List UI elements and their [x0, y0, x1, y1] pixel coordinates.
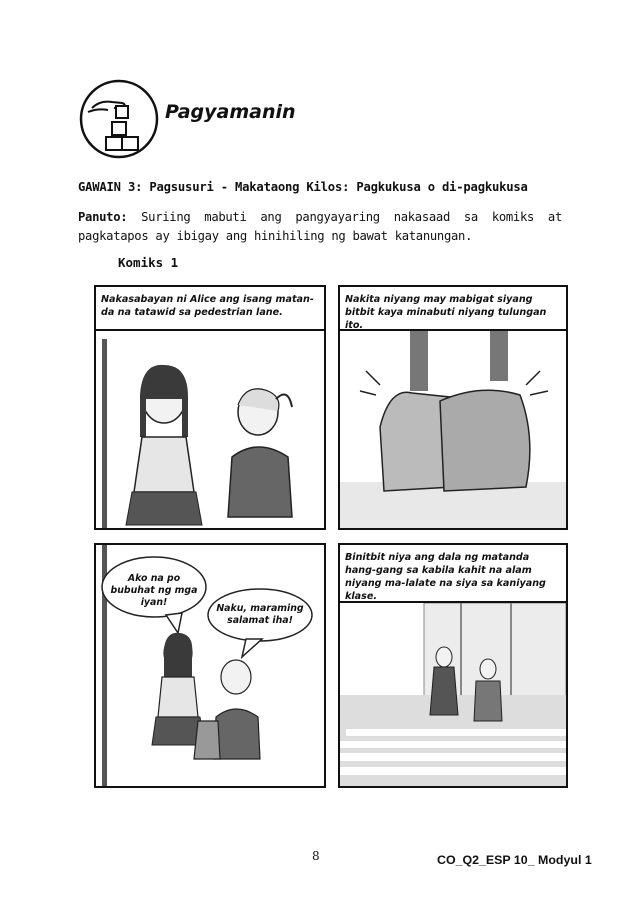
module-code: CO_Q2_ESP 10_ Modyul 1 [437, 853, 592, 867]
panel-4-caption: Binitbit niya ang dala ng matanda hang-gang sa kabila kahit na alam niyang ma-lalate na siya sa kaniyang klase. [340, 545, 566, 603]
instructions-text: Suriing mabuti ang pangyayaring nakasaad sa komiks at pagkatapos ay ibigay ang hinihiling ng bawat katanungan. [78, 210, 562, 243]
panel-1-caption: Nakasabayan ni Alice ang isang matan-da na tatawid sa pedestrian lane. [96, 287, 324, 331]
panel-2-caption: Nakita niyang may mabigat siyang bitbit kaya minabuti niyang tulungan ito. [340, 287, 566, 331]
instructions-label: Panuto: [78, 210, 128, 224]
comic-panel-4 [338, 543, 568, 788]
comic-label: Komiks 1 [118, 255, 179, 270]
page-number: 8 [312, 849, 320, 863]
activity-title: GAWAIN 3: Pagsusuri - Makataong Kilos: Pagkukusa o di-pagkukusa [78, 180, 528, 194]
hand-stacking-blocks-icon [78, 78, 160, 160]
instructions [78, 208, 562, 246]
comic-panel-1 [94, 285, 326, 530]
comic-panel-2 [338, 285, 568, 530]
comic-panel-3 [94, 543, 326, 788]
section-title: Pagyamanin [165, 101, 296, 123]
bubble-elder: Naku, maraming salamat iha! [216, 603, 304, 626]
bubble-girl: Ako na po bubuhat ng mga iyan! [110, 573, 198, 608]
